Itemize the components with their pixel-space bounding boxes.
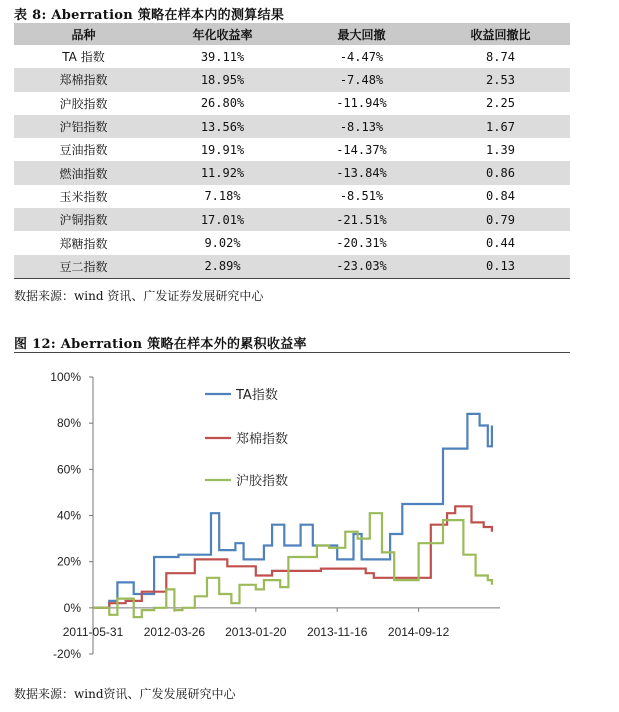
cell-ratio: 2.53 (431, 68, 570, 91)
cell-variety: 燃油指数 (14, 161, 153, 184)
cell-ratio: 0.86 (431, 161, 570, 184)
cell-ratio: 2.25 (486, 96, 515, 111)
cell-annual-return: 11.92% (153, 161, 292, 184)
legend-label-1: TA指数 (236, 388, 278, 403)
x-tick-label: 2013-01-20 (225, 625, 287, 639)
cell-annual-return: 7.18% (204, 189, 241, 204)
cell-max-drawdown: -21.51% (292, 208, 431, 231)
cell-annual-return: 17.01% (153, 208, 292, 231)
y-tick-label: 20% (56, 554, 81, 569)
figure-source-note: 数据来源：wind资讯、广发发展研究中心 (14, 687, 236, 701)
cell-max-drawdown: -14.37% (336, 142, 387, 157)
cell-annual-return: 26.80% (200, 96, 245, 111)
y-tick-label: 40% (56, 508, 81, 523)
cell-max-drawdown: -11.94% (336, 96, 387, 111)
table-caption: 表 8: Aberration 策略在样本内的测算结果 (14, 8, 285, 23)
cell-annual-return: 18.95% (153, 68, 292, 91)
cell-ratio: 0.84 (486, 189, 515, 204)
cell-variety: 玉米指数 (59, 189, 108, 204)
y-tick-label: 80% (56, 416, 81, 431)
cell-ratio: 8.74 (486, 49, 515, 64)
series-line-3 (93, 513, 492, 617)
cell-max-drawdown: -20.31% (336, 236, 387, 251)
cell-variety: 沪铝指数 (14, 115, 153, 138)
header-return-drawdown-ratio: 收益回撤比 (431, 23, 570, 45)
cell-ratio: 0.44 (486, 236, 515, 251)
cell-variety: TA 指数 (62, 50, 105, 65)
cell-variety: 豆油指数 (59, 143, 108, 158)
cell-max-drawdown: -7.48% (292, 68, 431, 91)
y-tick-label: -20% (52, 647, 81, 661)
cell-ratio: 0.13 (431, 255, 570, 279)
header-variety: 品种 (14, 23, 153, 45)
table-source-note: 数据来源：wind 资讯、广发证券发展研究中心 (14, 289, 264, 303)
x-tick-label: 2014-09-12 (387, 625, 450, 639)
y-tick-label: 60% (56, 462, 81, 477)
cell-ratio: 0.79 (431, 208, 570, 231)
cell-variety: 豆二指数 (14, 255, 153, 279)
cell-max-drawdown: -4.47% (339, 49, 384, 64)
cell-max-drawdown: -23.03% (292, 255, 431, 279)
cell-max-drawdown: -8.13% (292, 115, 431, 138)
x-tick-label: 2011-05-31 (62, 625, 124, 639)
cell-ratio: 1.67 (431, 115, 570, 138)
x-tick-label: 2013-11-16 (306, 625, 368, 639)
cell-variety: 沪胶指数 (59, 96, 108, 111)
cell-variety: 郑糖指数 (59, 236, 108, 251)
x-tick-label: 2012-03-26 (143, 625, 206, 639)
cell-annual-return: 9.02% (204, 236, 241, 251)
cell-annual-return: 39.11% (200, 49, 245, 64)
cell-variety: 郑棉指数 (14, 68, 153, 91)
header-max-drawdown: 最大回撤 (292, 23, 431, 45)
y-tick-label: 0% (63, 600, 81, 615)
cell-annual-return: 19.91% (200, 142, 245, 157)
cell-variety: 沪铜指数 (14, 208, 153, 231)
cell-max-drawdown: -8.51% (339, 189, 384, 204)
cell-annual-return: 2.89% (153, 255, 292, 279)
legend-label-3: 沪胶指数 (236, 474, 289, 489)
series-line-1 (93, 414, 492, 608)
y-tick-label: 100% (50, 370, 81, 384)
legend-label-2: 郑棉指数 (236, 432, 289, 447)
figure-caption: 图 12: Aberration 策略在样本外的累积收益率 (14, 337, 307, 352)
cell-ratio: 1.39 (486, 142, 515, 157)
cell-annual-return: 13.56% (153, 115, 292, 138)
header-annual-return: 年化收益率 (153, 23, 292, 45)
cell-max-drawdown: -13.84% (292, 161, 431, 184)
